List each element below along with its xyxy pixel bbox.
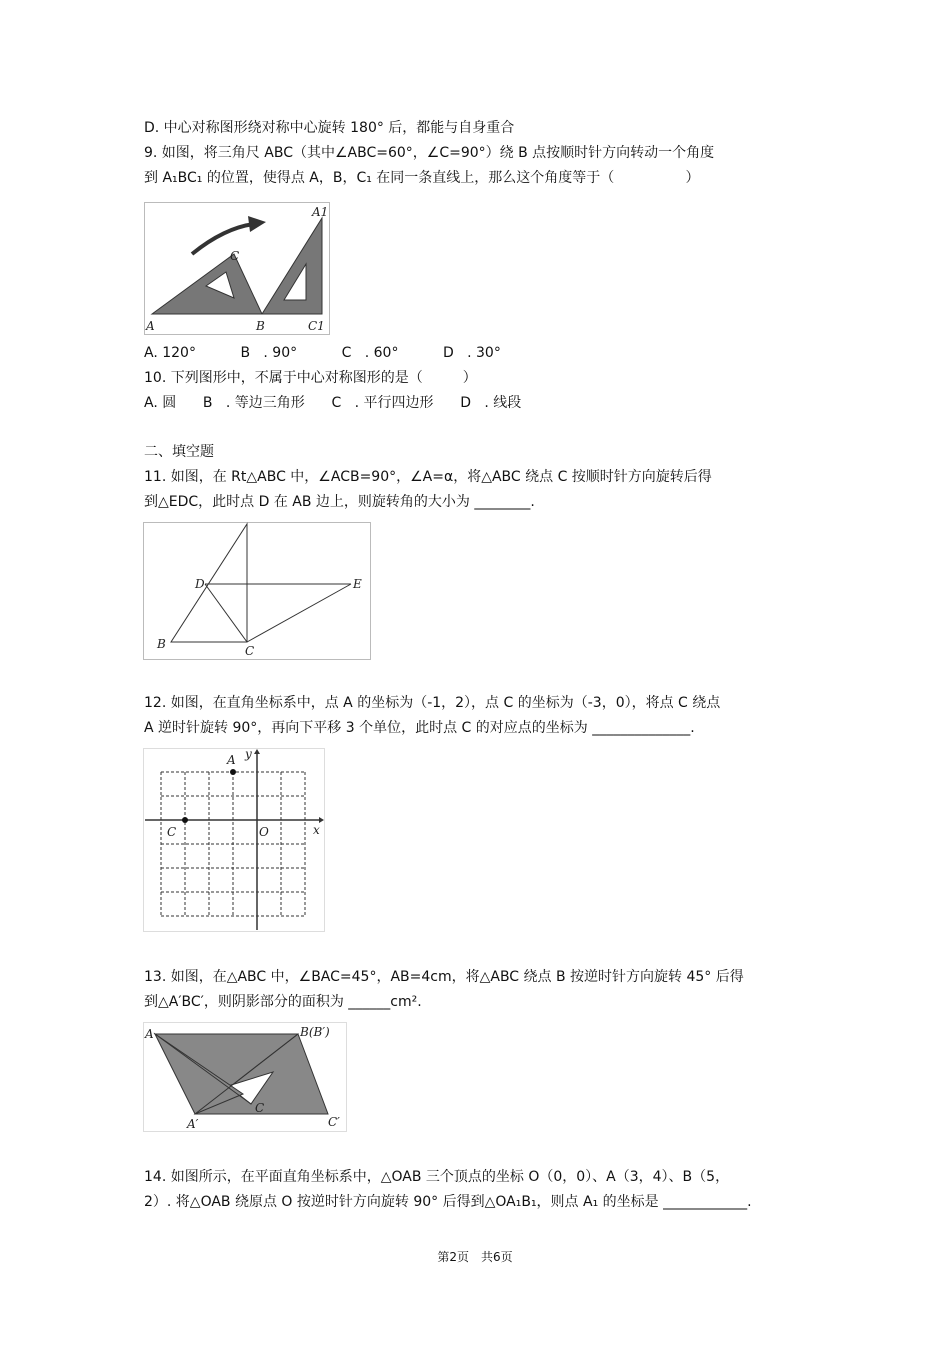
q12-label-y: y — [245, 748, 252, 761]
q12-label-o: O — [259, 825, 269, 839]
q11-label-c: C — [245, 644, 255, 658]
q8-option-d: D. 中心对称图形绕对称中心旋转 180° 后，都能与自身重合 — [144, 120, 515, 136]
q9-figure — [144, 202, 330, 335]
q9-label-a1: A1 — [312, 205, 329, 219]
q10-options: A. 圆 B . 等边三角形 C . 平行四边形 D . 线段 — [144, 395, 522, 411]
q11-label-e: E — [353, 577, 362, 591]
q13-stem-line2: 到△A′BC′，则阴影部分的面积为 ______cm². — [144, 994, 422, 1010]
q10-stem: 10. 下列图形中，不属于中心对称图形的是（ ） — [144, 370, 477, 386]
q9-label-a: A — [146, 319, 155, 333]
q11-label-b: B — [157, 637, 166, 651]
q13-label-b: B(B′) — [300, 1025, 330, 1039]
q12-label-x: x — [313, 823, 320, 837]
q11-label-d: D — [195, 577, 205, 591]
page-number: 第2页 共6页 — [437, 1250, 513, 1264]
q13-label-c: C — [255, 1101, 265, 1115]
q9-options: A. 120° B . 90° C . 60° D . 30° — [144, 345, 501, 361]
q12-label-a: A — [227, 753, 236, 767]
q13-label-c-prime: C′ — [328, 1115, 340, 1129]
q9-stem-line2: 到 A₁BC₁ 的位置，使得点 A，B，C₁ 在同一条直线上，那么这个角度等于（ ） — [144, 170, 700, 186]
q12-label-c: C — [167, 825, 177, 839]
q9-label-b: B — [256, 319, 265, 333]
q11-stem-line1: 11. 如图，在 Rt△ABC 中，∠ACB=90°，∠A=α，将△ABC 绕点 C 按顺时针方向旋转后得 — [144, 469, 712, 485]
q11-figure — [143, 522, 371, 660]
q13-label-a-prime: A′ — [187, 1117, 199, 1131]
q12-figure — [143, 748, 325, 932]
q9-stem-line1: 9. 如图，将三角尺 ABC（其中∠ABC=60°，∠C=90°）绕 B 点按顺时针方向转动一个角度 — [144, 145, 715, 161]
q9-label-c1: C1 — [308, 319, 325, 333]
q13-stem-line1: 13. 如图，在△ABC 中，∠BAC=45°，AB=4cm，将△ABC 绕点 B 按逆时针方向旋转 45° 后得 — [144, 969, 744, 985]
q13-figure — [143, 1022, 347, 1132]
q12-stem-line2: A 逆时针旋转 90°，再向下平移 3 个单位，此时点 C 的对应点的坐标为 ______________. — [144, 720, 695, 736]
q9-label-c: C — [230, 249, 240, 263]
q12-stem-line1: 12. 如图，在直角坐标系中，点 A 的坐标为（-1，2），点 C 的坐标为（-3，0），将点 C 绕点 — [144, 695, 721, 711]
q11-stem-line2: 到△EDC，此时点 D 在 AB 边上，则旋转角的大小为 ________. — [144, 494, 535, 510]
q14-stem-line1: 14. 如图所示，在平面直角坐标系中，△OAB 三个顶点的坐标 O（0，0）、A（3，4）、B（5， — [144, 1169, 730, 1185]
section-fill-in-title: 二、填空题 — [144, 444, 214, 460]
q13-label-a: A — [145, 1027, 154, 1041]
q14-stem-line2: 2）. 将△OAB 绕原点 O 按逆时针方向旋转 90° 后得到△OA₁B₁，则点 A₁ 的坐标是 ____________. — [144, 1194, 752, 1210]
